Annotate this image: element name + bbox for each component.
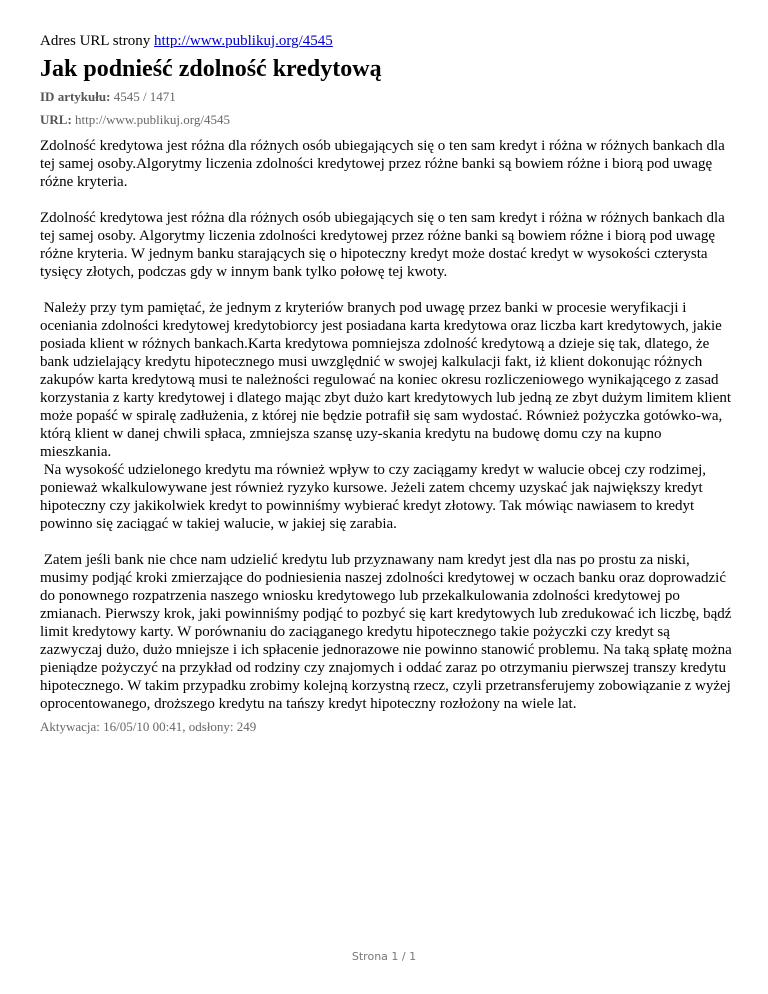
source-label: Adres URL strony — [40, 33, 151, 49]
paragraph-1: Zdolność kredytowa jest różna dla różnych osób ubiegających się o ten sam kredyt i różna w różnych bankach dla tej samej osoby.Algorytmy liczenia zdolności kredytowej przez różne banki są bowiem różne i biorą pod uwagę różne kryteria. — [40, 138, 725, 190]
article-body — [40, 137, 736, 713]
paragraph-2: Zdolność kredytowa jest różna dla różnych osób ubiegających się o ten sam kredyt i różna w różnych bankach dla tej samej osoby. Algorytmy liczenia zdolności kredytowej przez różne banki są bowiem różne i biorą pod uwagę różne kryteria. W jednym banku starających się o hipoteczny kredyt może dostać kredyt w wysokości czterysta tysięcy złotych, podczas gdy w innym bank tylko połowę tej kwoty. — [40, 210, 725, 280]
document-page — [40, 32, 736, 735]
source-line — [40, 32, 732, 50]
article-id-value: 4545 / 1471 — [113, 89, 176, 104]
paragraph-3: Należy przy tym pamiętać, że jednym z kryteriów branych pod uwagę przez banki w procesie weryfikacji i oceniania zdolności kredytowej kredytobiorcy jest posiadana karta kredytowa oraz liczba kart kredytowych, jakie posiada klient w różnych bankach.Karta kredytowa pomniejsza zdolność kredytową a dzieje się tak, dlatego, że bank udzielający kredytu hipotecznego musi uwzględnić w swojej kalkulacji fakt, iż klient dokonując różnych zakupów karta kredytową musi te należności regulować na koniec okresu rozliczeniowego wynikającego z zasad korzystania z karty kredytowej i dlatego mając zbyt dużo kart kredytowych lub jedną ze zbyt dużym limitem klient może popaść w spiralę zadłużenia, z której nie będzie potrafił się sam wydostać. Również pożyczka gotówko-wa, którą klient w danej chwili spłaca, zmniejsza szansę uzy-skania kredytu na budowę domu czy na kupno mieszkania. — [40, 300, 735, 460]
article-id-line — [40, 89, 732, 105]
article-url-line — [40, 112, 732, 128]
article-id-label: ID artykułu: — [40, 89, 111, 104]
source-url-link[interactable]: http://www.publikuj.org/4545 — [154, 33, 333, 49]
article-url-label: URL: — [40, 112, 72, 127]
paragraph-5: Zatem jeśli bank nie chce nam udzielić kredytu lub przyznawany nam kredyt jest dla nas po prostu za niski, musimy podjąć kroki zmierzające do podniesienia naszej zdolności kredytowej w oczach banku oraz doprowadzić do ponownego rozpatrzenia naszego wniosku kredytowego lub przekalkulowania zdolności kredytowej po zmianach. Pierwszy krok, jaki powinniśmy podjąć to pozbyć się kart kredytowych lub zredukować ich liczbę, bądź limit kredytowy karty. W porównaniu do zaciąganego kredytu hipotecznego takie pożyczki czy kredyt są zazwyczaj dużo, dużo mniejsze i ich spłacenie jednorazowe nie powinno stanowić problemu. Na taką spłatę można pieniądze pożyczyć na przykład od rodziny czy znajomych i oddać zaraz po otrzymaniu pierwszej transzy kredytu hipotecznego. W takim przypadku zrobimy kolejną korzystną rzecz, czyli przetransferujemy zobowiązanie z wyżej oprocentowanego, droższego kredytu na tańszy kredyt hipoteczny rozłożony na wiele lat. — [40, 552, 736, 712]
page-number: Strona 1 / 1 — [351, 950, 417, 963]
paragraph-4: Na wysokość udzielonego kredytu ma również wpływ to czy zaciągamy kredyt w walucie obcej czy rodzimej, ponieważ wkalkulowywane jest również ryzyko kursowe. Jeżeli zatem chcemy uzyskać jak największy kredyt hipoteczny czy jakikolwiek kredyt to powinniśmy wybierać kredyt złotowy. Tak mówiąc nawiasem to kredyt powinno się zaciągać w takiej walucie, w jakiej się zarabia. — [40, 462, 710, 532]
article-url-value: http://www.publikuj.org/4545 — [75, 112, 230, 127]
article-title: Jak podnieść zdolność kredytową — [40, 56, 382, 82]
activation-info: Aktywacja: 16/05/10 00:41, odsłony: 249 — [40, 719, 257, 734]
